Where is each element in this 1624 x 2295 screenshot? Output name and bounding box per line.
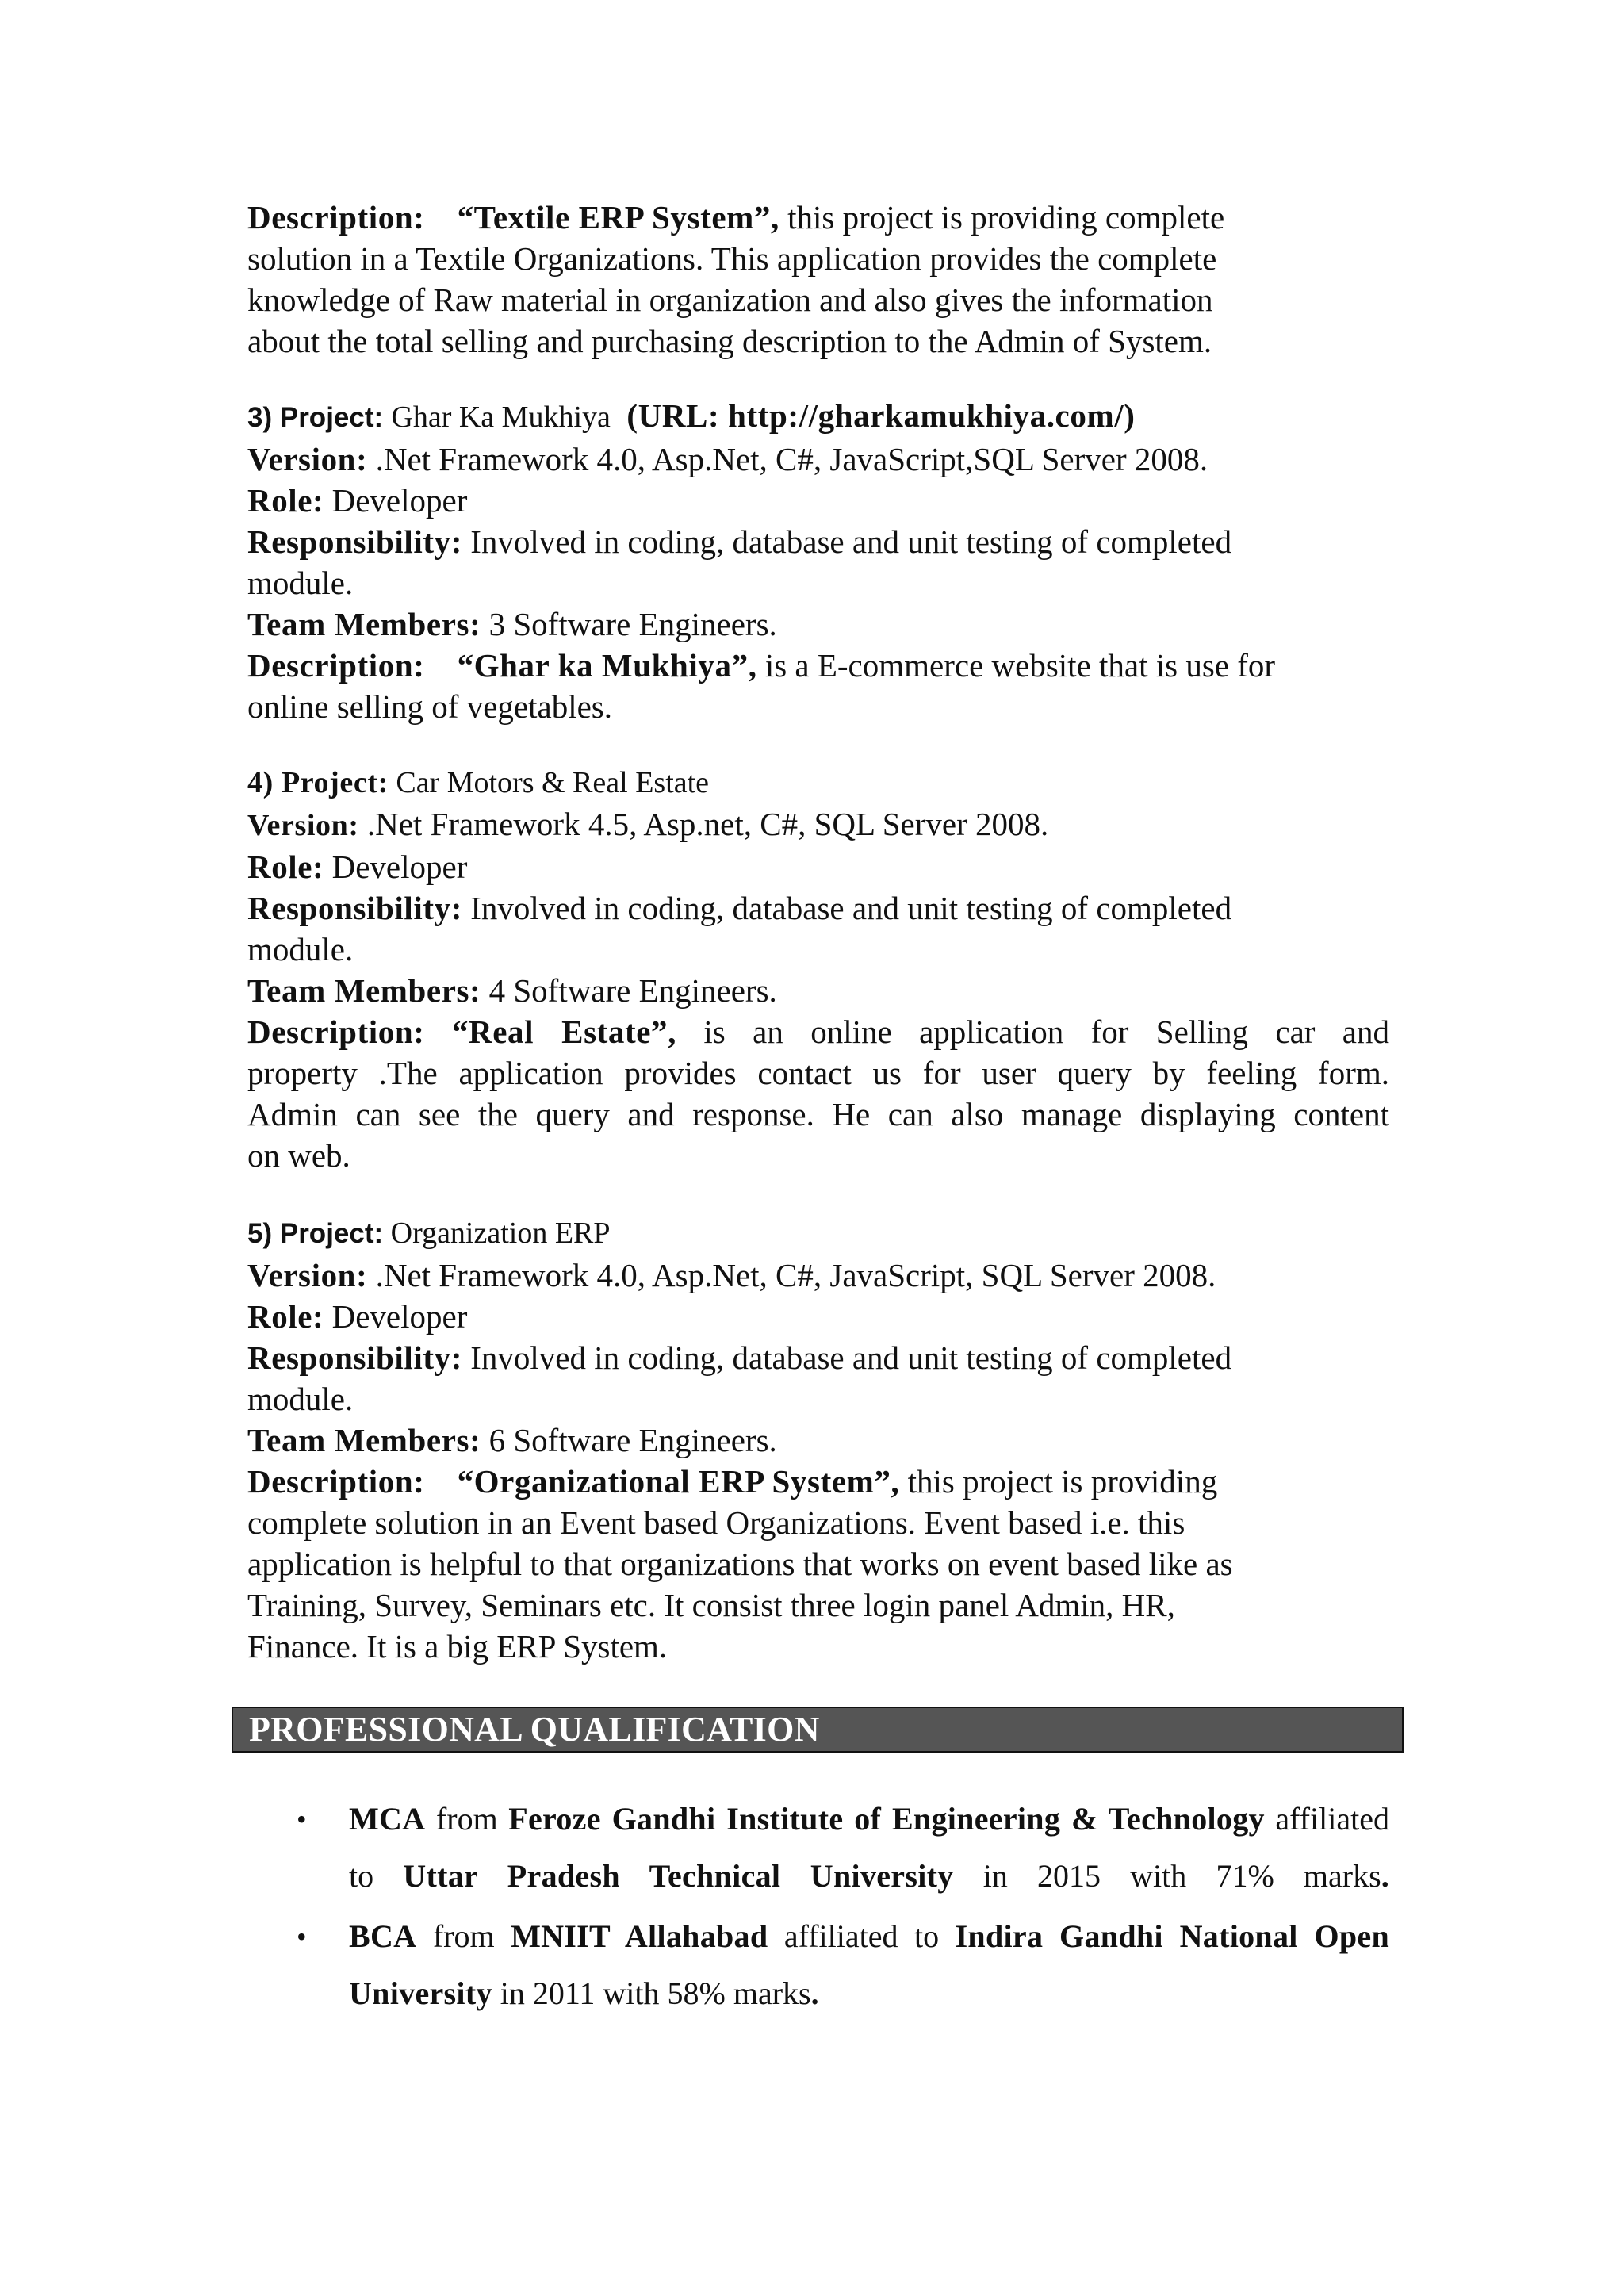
project-label: 4) Project: <box>247 766 389 799</box>
project4-desc-line-2: property .The application provides contact us for user query by feeling form. <box>247 1055 1389 1091</box>
project-name: “Real Estate”, <box>451 1013 676 1050</box>
project4-heading <box>247 761 1389 803</box>
project4-desc-line-4: on web. <box>247 1137 350 1174</box>
project5-role <box>247 1296 1389 1337</box>
project5-desc-line-3: application is helpful to that organizations that works on event based like as <box>247 1546 1233 1582</box>
role-value: Developer <box>324 482 468 519</box>
project-label: 5) Project: <box>247 1218 384 1249</box>
project3-version <box>247 439 1389 480</box>
role-label: Role: <box>247 1298 324 1335</box>
version-value: .Net Framework 4.0, Asp.Net, C#, JavaScript,SQL Server 2008. <box>367 441 1208 477</box>
project5-responsibility-cont: module. <box>247 1381 354 1417</box>
version-label: Version: <box>247 1257 368 1293</box>
role-value: Developer <box>324 849 468 885</box>
affiliated-text: affiliated to <box>349 1801 1390 1894</box>
desc-label: Description: <box>247 1463 425 1500</box>
project4-responsibility-cont: module. <box>247 931 354 967</box>
institute: Feroze Gandhi Institute of Engineering & Technology <box>508 1801 1265 1837</box>
project4-role <box>247 846 1389 887</box>
version-value: .Net Framework 4.5, Asp.net, C#, SQL Server 2008. <box>358 806 1049 842</box>
project5-responsibility <box>247 1337 1389 1378</box>
version-value: .Net Framework 4.0, Asp.Net, C#, JavaScript, SQL Server 2008. <box>367 1257 1216 1293</box>
from-text: from <box>416 1918 511 1954</box>
degree: MCA <box>349 1801 426 1837</box>
project2-desc-line-3: knowledge of Raw material in organization and also gives the information <box>247 282 1213 318</box>
project2-description <box>247 197 1389 362</box>
responsibility-label: Responsibility: <box>247 523 462 560</box>
desc-text: is a E-commerce website that is use for <box>756 647 1276 684</box>
team-label: Team Members: <box>247 972 481 1009</box>
affiliated-text: affiliated to <box>768 1918 956 1954</box>
responsibility-label: Responsibility: <box>247 890 462 926</box>
university: Indira Gandhi National Open University <box>349 1918 1389 2011</box>
project-5 <box>247 1211 1389 1667</box>
qualification-list <box>247 1791 1389 2022</box>
project3-responsibility-cont: module. <box>247 565 354 601</box>
desc-label: Description: <box>247 199 425 236</box>
project2-desc-line-2: solution in a Textile Organizations. This application provides the complete <box>247 240 1217 277</box>
institute: MNIIT Allahabad <box>511 1918 768 1954</box>
qualification-item-bca <box>247 1908 1389 2022</box>
desc-text: this project is providing <box>899 1463 1218 1500</box>
project-4 <box>247 761 1389 1176</box>
project4-responsibility <box>247 887 1389 929</box>
university: Uttar Pradesh Technical University <box>403 1858 954 1894</box>
project3-role <box>247 480 1389 521</box>
desc-label: Description: <box>247 1013 425 1050</box>
project2-desc-line-4: about the total selling and purchasing description to the Admin of System. <box>247 323 1212 359</box>
project3-responsibility <box>247 521 1389 562</box>
project-3 <box>247 395 1389 727</box>
team-value: 6 Software Engineers. <box>481 1422 777 1458</box>
role-label: Role: <box>247 849 324 885</box>
responsibility-label: Responsibility: <box>247 1339 462 1376</box>
qualification-item-mca <box>247 1791 1389 1905</box>
version-label: Version: <box>247 809 359 842</box>
year-marks: in 2011 with 58% marks <box>492 1975 811 2011</box>
degree: BCA <box>349 1918 417 1954</box>
team-value: 4 Software Engineers. <box>481 972 777 1009</box>
project3-heading <box>247 395 1389 439</box>
project-label: 3) Project: <box>247 402 384 433</box>
section-title: PROFESSIONAL QUALIFICATION <box>249 1710 820 1749</box>
project4-description <box>247 1011 1389 1052</box>
role-label: Role: <box>247 482 324 519</box>
project3-description-cont: online selling of vegetables. <box>247 688 612 725</box>
responsibility-value: Involved in coding, database and unit testing of completed <box>462 1339 1232 1376</box>
end-period: . <box>1381 1858 1389 1894</box>
project-name: “Organizational ERP System”, <box>457 1463 900 1500</box>
project-name: “Ghar ka Mukhiya”, <box>457 647 757 684</box>
team-value: 3 Software Engineers. <box>481 606 777 642</box>
project-name: “Textile ERP System”, <box>457 199 779 236</box>
project-title: Organization ERP <box>383 1216 611 1250</box>
project5-desc-line-4: Training, Survey, Seminars etc. It consist three login panel Admin, HR, <box>247 1587 1175 1623</box>
team-label: Team Members: <box>247 606 481 642</box>
project3-description <box>247 645 1389 686</box>
project5-heading <box>247 1211 1389 1255</box>
responsibility-value: Involved in coding, database and unit testing of completed <box>462 523 1232 560</box>
project5-version <box>247 1255 1389 1296</box>
project5-desc-line-2: complete solution in an Event based Organizations. Event based i.e. this <box>247 1504 1185 1541</box>
end-period: . <box>810 1975 819 2011</box>
project5-description <box>247 1461 1389 1502</box>
bullet-icon: • <box>297 1803 307 1835</box>
desc-text: is an online application for Selling car and <box>703 1013 1390 1050</box>
project-title: Car Motors & Real Estate <box>388 766 710 799</box>
project2-desc-line-1 <box>247 197 1389 238</box>
project3-team <box>247 603 1389 645</box>
project-title: Ghar Ka Mukhiya <box>391 400 611 434</box>
role-value: Developer <box>324 1298 468 1335</box>
project4-desc-line-3: Admin can see the query and response. He can also manage displaying content <box>247 1096 1389 1132</box>
project4-version <box>247 803 1389 846</box>
from-text: from <box>425 1801 509 1837</box>
resume-page <box>247 197 1389 2022</box>
desc-label: Description: <box>247 647 425 684</box>
section-header-professional-qualification <box>232 1707 1404 1753</box>
desc-text: this project is providing complete <box>779 199 1225 236</box>
project-url: (URL: http://gharkamukhiya.com/) <box>626 397 1136 434</box>
project5-desc-line-5: Finance. It is a big ERP System. <box>247 1628 668 1665</box>
team-label: Team Members: <box>247 1422 481 1458</box>
year-marks: in 2015 with 71% marks <box>953 1858 1381 1894</box>
project4-team <box>247 970 1389 1011</box>
version-label: Version: <box>247 441 368 477</box>
bullet-icon: • <box>297 1921 307 1952</box>
project5-team <box>247 1420 1389 1461</box>
responsibility-value: Involved in coding, database and unit testing of completed <box>462 890 1232 926</box>
